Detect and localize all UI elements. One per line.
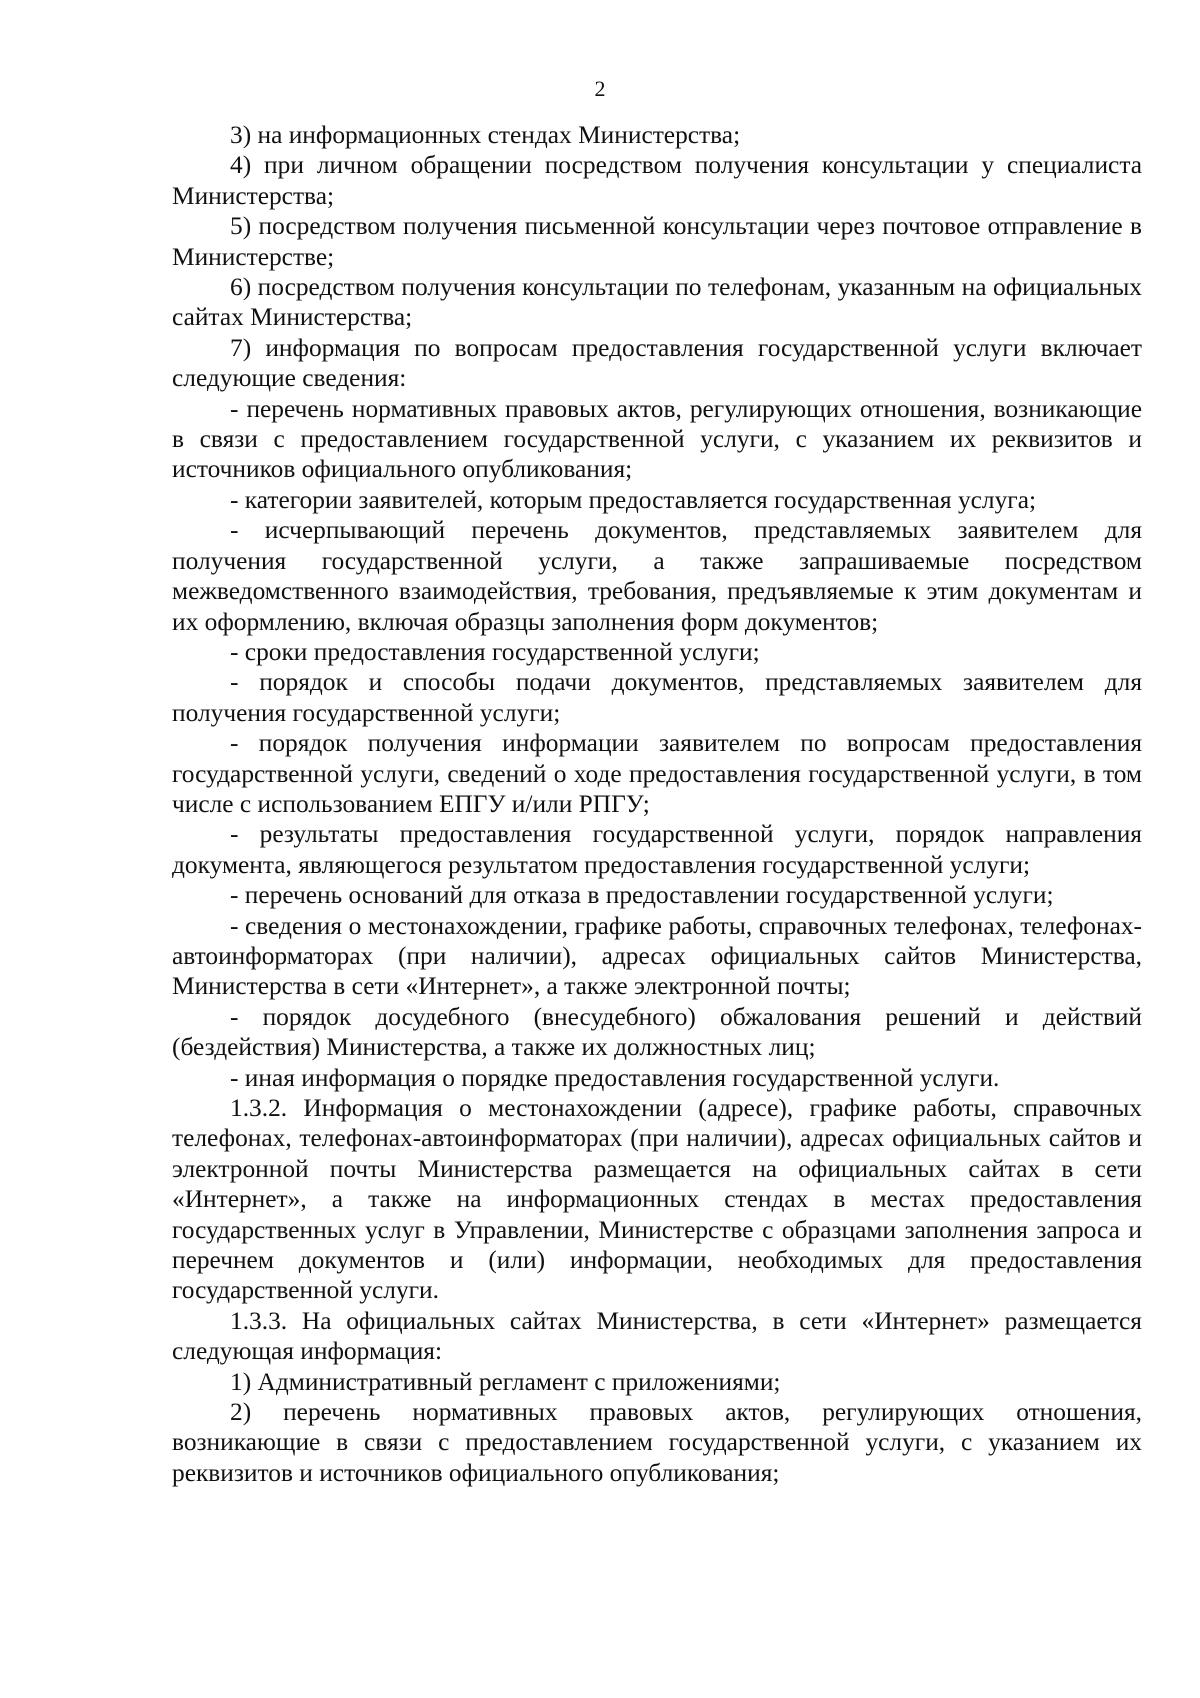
- paragraph: - порядок получения информации заявителем по вопросам предоставления государственной услуги, сведений о ходе предоставления государственной услуги, в том числе с использованием ЕПГУ и/или РПГУ;: [172, 729, 1142, 818]
- paragraph: - перечень нормативных правовых актов, регулирующих отношения, возникающие в связи с предоставлением государственной услуги, с указанием их реквизитов и источников официального опубликования;: [172, 394, 1142, 484]
- paragraph: - сведения о местонахождении, графике работы, справочных телефонах, телефонах-автоинформаторах (при наличии), адресах официальных сайтов Министерства, Министерства в сети «Интернет», а также электронной почты;: [172, 911, 1142, 1001]
- paragraph: - категории заявителей, которым предоставляется государственная услуга;: [230, 485, 1037, 514]
- paragraph: 6) посредством получения консультации по телефонам, указанным на официальных сайтах Министерства;: [172, 273, 1142, 332]
- paragraph: - перечень оснований для отказа в предоставлении государственной услуги;: [230, 881, 1054, 910]
- paragraph: 4) при личном обращении посредством получения консультации у специалиста Министерства;: [172, 151, 1142, 210]
- paragraph: 5) посредством получения письменной консультации через почтовое отправление в Министерстве;: [172, 212, 1142, 271]
- paragraph: - порядок и способы подачи документов, представляемых заявителем для получения государственной услуги;: [172, 668, 1142, 727]
- paragraph: 7) информация по вопросам предоставления государственной услуги включает следующие сведения:: [172, 333, 1142, 393]
- document-body: [172, 120, 1142, 1488]
- paragraph: 2) перечень нормативных правовых актов, регулирующих отношения, возникающие в связи с предоставлением государственной услуги, с указанием их реквизитов и источников официального опубликования;: [172, 1398, 1142, 1487]
- paragraph: 3) на информационных стендах Министерства;: [230, 121, 741, 149]
- page-number: 2: [594, 76, 606, 101]
- paragraph: - исчерпывающий перечень документов, представляемых заявителем для получения государственной услуги, а также запрашиваемые посредством межведомственного взаимодействия, требования, предъявляемые к этим документам и их оформлению, включая образцы заполнения форм документов;: [172, 516, 1142, 636]
- paragraph: - иная информация о порядке предоставления государственной услуги.: [230, 1063, 1000, 1092]
- paragraph: 1) Административный регламент с приложениями;: [230, 1367, 781, 1396]
- paragraph: - порядок досудебного (внесудебного) обжалования решений и действий (бездействия) Министерства, а также их должностных лиц;: [172, 1002, 1142, 1062]
- paragraph: 1.3.2. Информация о местонахождении (адресе), графике работы, справочных телефонах, телефонах-автоинформаторах (при наличии), адресах официальных сайтов и электронной почты Министерства размещается на официальных сайтах в сети «Интернет», а также на информационных стендах в местах предоставления государственных услуг в Управлении, Министерстве с образцами заполнения запроса и перечнем документов и (или) информации, необходимых для предоставления государственной услуги.: [172, 1094, 1142, 1305]
- paragraph: - сроки предоставления государственной услуги;: [230, 637, 760, 666]
- paragraph: 1.3.3. На официальных сайтах Министерства, в сети «Интернет» размещается следующая информация:: [172, 1306, 1142, 1366]
- paragraph: - результаты предоставления государственной услуги, порядок направления документа, являющегося результатом предоставления государственной услуги;: [172, 820, 1142, 879]
